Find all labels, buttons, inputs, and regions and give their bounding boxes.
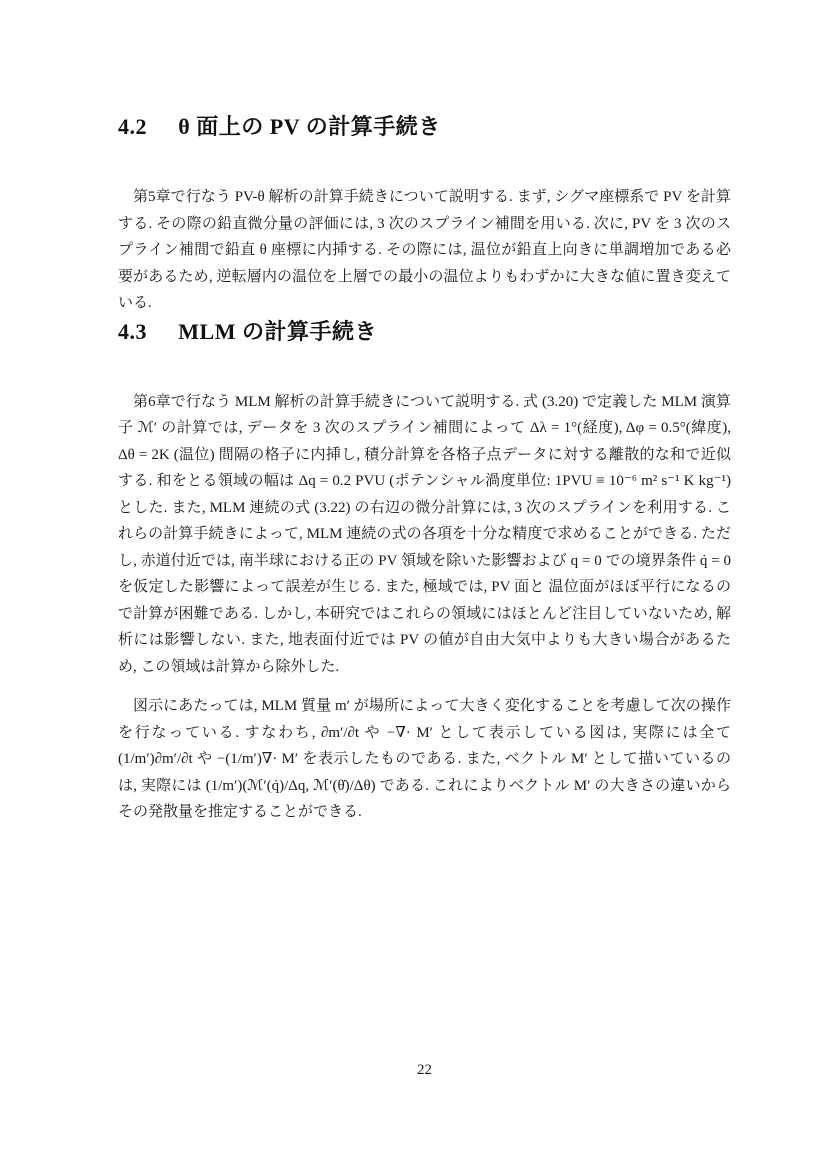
paragraph-mlm-procedure: 第6章で行なう MLM 解析の計算手続きについて説明する. 式 (3.20) で定義した MLM 演算子 ℳ′ の計算では, データを 3 次のスプライン補間によって Δλ = 1°(経度), Δφ = 0.5°(緯度), Δθ = 2K (温位) 間隔の格子に内挿し, 積分計算を各格子点データに対する離散的な和で近似する. 和をとる領域の幅は Δq = 0.2 PVU (ポテンシャル渦度単位: 1PVU ≡ 10⁻⁶ m² s⁻¹ K kg⁻¹) とした. また, MLM 連続の式 (3.22) の右辺の微分計算には, 3 次のスプラインを利用する. これらの計算手続きによって, MLM 連続の式の各項を十分な精度で求めることができる. ただし, 赤道付近では, 南半球における正の PV 領域を除いた影響および q = 0 での境界条件 q̇ = 0 を仮定した影響によって誤差が生じる. また, 極域では, PV 面と 温位面がほぼ平行になるので計算が困難である. しかし, 本研究ではこれらの領域にはほとんど注目していないため, 解析には影響しない. また, 地表面付近では PV の値が自由大気中よりも大きい場合があるため, この領域は計算から除外した. bbox=[118, 393, 731, 675]
section-number: 4.3 bbox=[118, 318, 147, 344]
text-column bbox=[118, 112, 731, 826]
section-heading-4-2 bbox=[118, 112, 731, 142]
page-number: 22 bbox=[417, 1062, 432, 1078]
section-number: 4.2 bbox=[118, 114, 147, 139]
paragraph-pv-theta-procedure: 第5章で行なう PV-θ 解析の計算手続きについて説明する. まず, シグマ座標系で PV を計算する. その際の鉛直微分量の評価には, 3 次のスプライン補間を用いる. 次に, PV を 3 次のスプライン補間で鉛直 θ 座標に内挿する. その際には, 温位が鉛直上向きに単調増加である必要があるため, 逆転層内の温位を上層での最小の温位よりもわずかに大きな値に置き変えている. bbox=[118, 189, 731, 311]
section-heading-4-3 bbox=[118, 317, 731, 347]
paragraph-mlm-plotting-notes: 図示にあたっては, MLM 質量 m′ が場所によって大きく変化することを考慮して次の操作を行なっている. すなわち, ∂m′/∂t や −∇· M′ として表示している図は, 実際には全て (1/m′)∂m′/∂t や −(1/m′)∇· M′ を表示したものである. また, ベクトル M′ として描いているのは, 実際には (1/m′)(ℳ′(q̇)/Δq, ℳ′(θ̇)/Δθ) である. これによりベクトル M′ の大きさの違いからその発散量を推定することができる. bbox=[118, 698, 731, 820]
section-title: MLM の計算手続き bbox=[178, 318, 378, 344]
section-title: θ 面上の PV の計算手続き bbox=[178, 114, 441, 139]
